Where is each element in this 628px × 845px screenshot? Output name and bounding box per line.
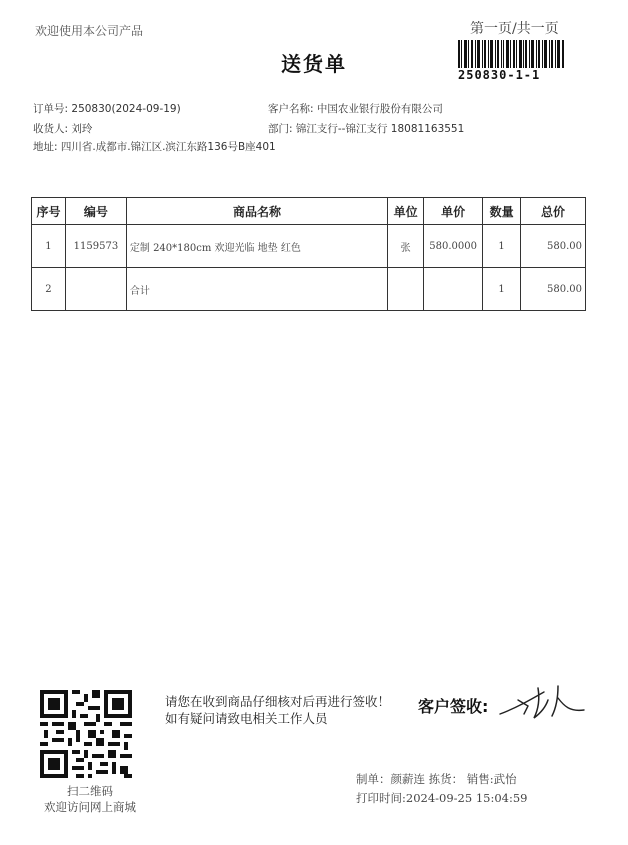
print-time: 打印时间:2024-09-25 15:04:59 (356, 791, 528, 805)
address-label: 地址: (33, 141, 58, 153)
cell-product-name: 合计 (126, 268, 387, 311)
department (268, 121, 464, 136)
cell-unit: 张 (388, 225, 424, 268)
cell-index: 1 (32, 225, 66, 268)
customer-label: 客户名称: (268, 103, 314, 115)
header-unit-price: 单价 (424, 198, 483, 225)
cell-total: 580.00 (521, 225, 586, 268)
table-header-row (32, 198, 586, 225)
sign-notice: 请您在收到商品仔细核对后再进行签收！如有疑问请致电相关工作人员 (165, 694, 391, 726)
order-label: 订单号: (33, 103, 69, 115)
order-value: 250830(2024-09-19) (71, 103, 181, 115)
cell-quantity: 1 (483, 268, 521, 311)
cell-code: 1159573 (65, 225, 126, 268)
customer-name (268, 101, 443, 116)
cell-code (65, 268, 126, 311)
header-product-name: 商品名称 (126, 198, 387, 225)
qr-code-image (40, 690, 132, 778)
header-unit: 单位 (388, 198, 424, 225)
cell-total: 580.00 (521, 268, 586, 311)
address (33, 139, 276, 154)
customer-value: 中国农业银行股份有限公司 (316, 103, 443, 115)
receiver (33, 121, 92, 136)
table-row (32, 225, 586, 268)
order-number (33, 101, 181, 116)
cell-unit (388, 268, 424, 311)
customer-sign-label: 客户签收: (418, 697, 489, 716)
address-value: 四川省.成都市.锦江区.滨江东路136号B座401 (60, 141, 276, 153)
header-index: 序号 (32, 198, 66, 225)
receiver-value: 刘玲 (71, 123, 93, 135)
cell-unit-price: 580.0000 (424, 225, 483, 268)
document-title: 送货单 (281, 52, 347, 76)
barcode-number: 250830-1-1 (458, 68, 541, 82)
cell-index: 2 (32, 268, 66, 311)
receiver-label: 收货人: (33, 123, 69, 135)
cell-quantity: 1 (483, 225, 521, 268)
qr-caption-line-1: 扫二维码 (67, 784, 113, 798)
items-table (31, 197, 586, 311)
cell-unit-price (424, 268, 483, 311)
dept-label: 部门: (268, 123, 293, 135)
header-quantity: 数量 (483, 198, 521, 225)
page-indicator: 第一页/共一页 (470, 21, 559, 37)
cell-product-name: 定制 240*180cm 欢迎光临 地垫 红色 (126, 225, 387, 268)
dept-value: 锦江支行--锦江支行 18081163551 (295, 123, 465, 135)
table-row (32, 268, 586, 311)
qr-caption-line-2: 欢迎访问网上商城 (44, 800, 136, 814)
welcome-text: 欢迎使用本公司产品 (35, 24, 144, 38)
header-code: 编号 (65, 198, 126, 225)
signature-image (498, 680, 588, 722)
qr-caption (35, 783, 145, 815)
header-total: 总价 (521, 198, 586, 225)
staff-info: 制单：颜薪连 拣货： 销售:武怡 (356, 772, 517, 786)
